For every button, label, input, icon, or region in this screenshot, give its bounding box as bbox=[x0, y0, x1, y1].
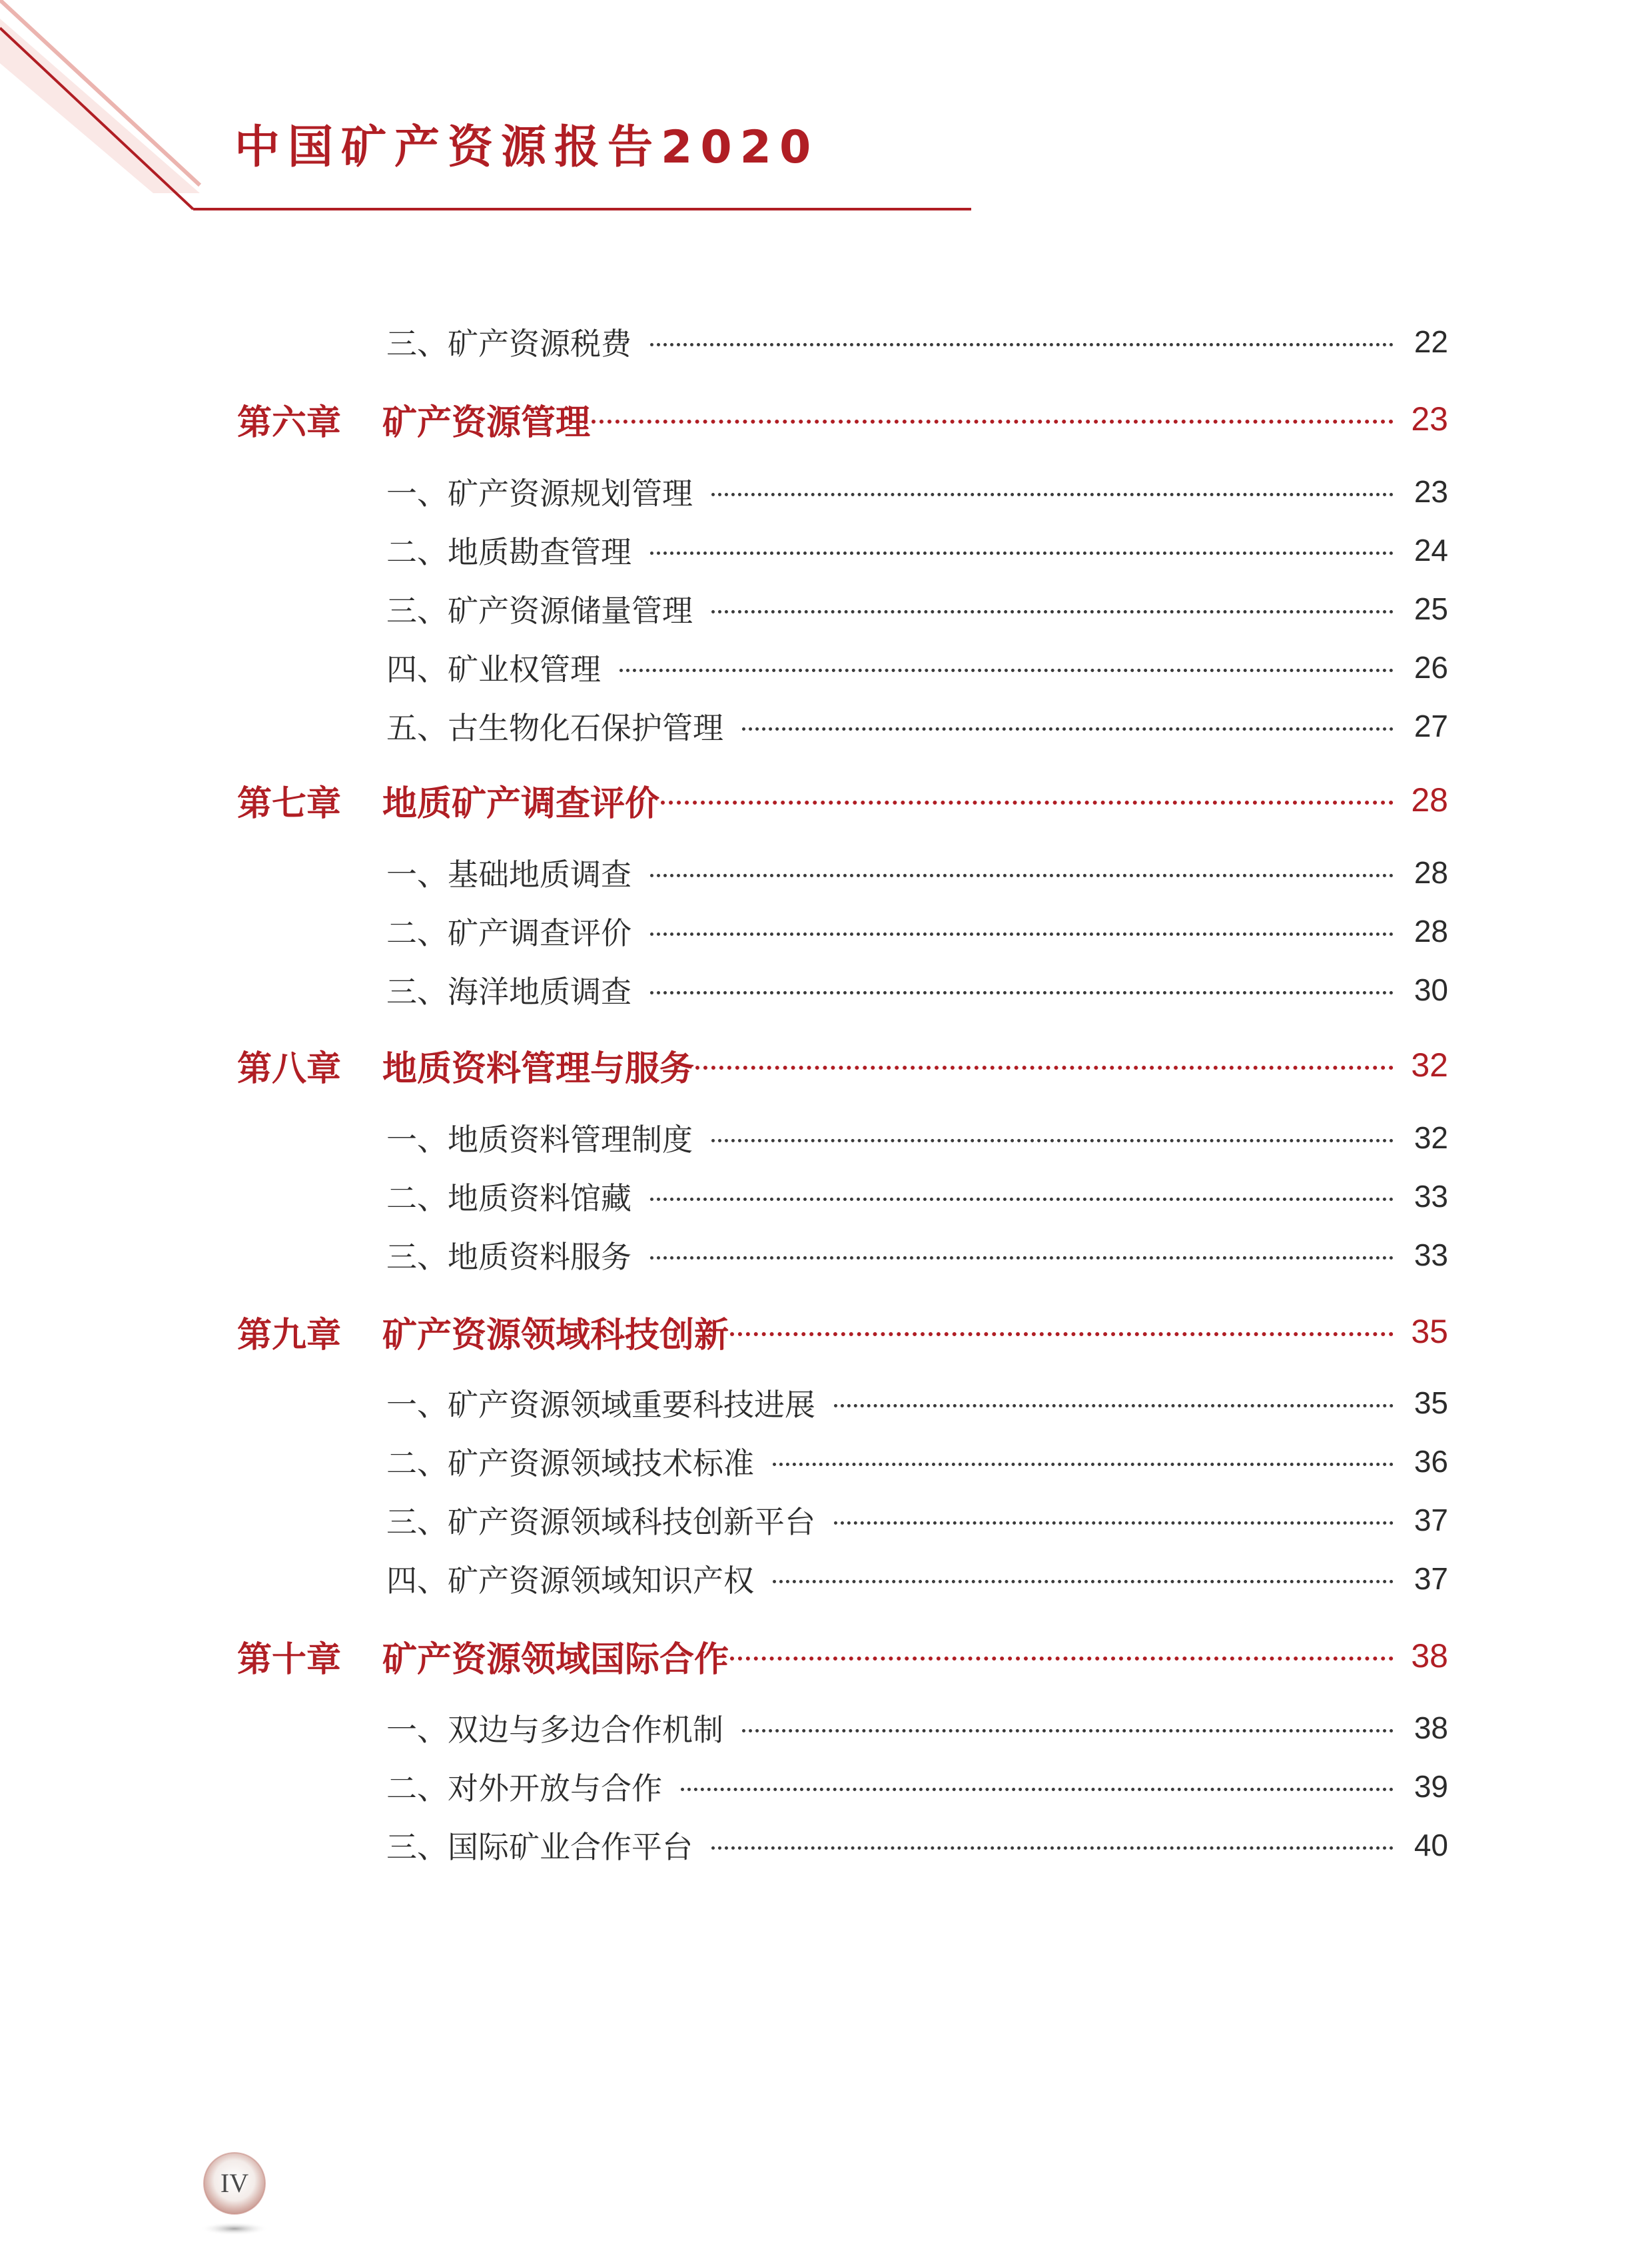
report-title: 中国矿产资源报告2020 bbox=[234, 121, 819, 174]
toc-section-title: 一、双边与多边合作机制 bbox=[386, 1712, 723, 1748]
chapter-number: 第七章 bbox=[237, 783, 342, 824]
dot-leader bbox=[620, 669, 1394, 672]
toc-page-number: 23 bbox=[1414, 474, 1448, 509]
toc-chapter-row[interactable] bbox=[237, 1629, 1448, 1682]
toc-section-title: 四、矿业权管理 bbox=[386, 651, 601, 687]
dot-leader bbox=[711, 493, 1394, 496]
dot-leader bbox=[695, 1066, 1394, 1070]
toc-section-title: 一、矿产资源规划管理 bbox=[386, 476, 693, 512]
toc-section-title: 三、海洋地质调查 bbox=[386, 974, 631, 1010]
toc-section-title: 二、对外开放与合作 bbox=[386, 1770, 662, 1806]
toc-section-title: 五、古生物化石保护管理 bbox=[386, 710, 723, 746]
toc-section-row[interactable] bbox=[386, 966, 1448, 1013]
page-number-label: IV bbox=[220, 2168, 249, 2198]
chapter-number: 第十章 bbox=[237, 1639, 342, 1680]
toc-page-number: 33 bbox=[1414, 1238, 1448, 1272]
chapter-number: 第八章 bbox=[237, 1048, 342, 1089]
toc-section-title: 三、矿产资源税费 bbox=[386, 326, 631, 362]
chapter-page-number: 28 bbox=[1411, 781, 1448, 819]
dot-leader bbox=[650, 1198, 1394, 1201]
toc-section-title: 三、矿产资源储量管理 bbox=[386, 593, 693, 629]
chapter-title: 地质矿产调查评价 bbox=[382, 783, 660, 824]
dot-leader bbox=[650, 552, 1394, 555]
dot-leader bbox=[834, 1521, 1394, 1525]
dot-leader bbox=[681, 1788, 1394, 1791]
dot-leader bbox=[661, 801, 1394, 805]
toc-page-number: 26 bbox=[1414, 650, 1448, 685]
toc-section-title: 一、地质资料管理制度 bbox=[386, 1122, 693, 1158]
chapter-title: 矿产资源领域科技创新 bbox=[382, 1315, 729, 1355]
toc-page-number: 40 bbox=[1414, 1828, 1448, 1862]
toc-chapter-row[interactable] bbox=[237, 1305, 1448, 1358]
toc-section-row[interactable] bbox=[386, 908, 1448, 954]
toc-section-row[interactable] bbox=[386, 527, 1448, 573]
toc-section-title: 三、矿产资源领域科技创新平台 bbox=[386, 1504, 815, 1540]
dot-leader bbox=[711, 1139, 1394, 1142]
toc-section-title: 三、国际矿业合作平台 bbox=[386, 1829, 693, 1865]
toc-section-title: 二、矿产调查评价 bbox=[386, 915, 631, 951]
toc-page-number: 37 bbox=[1414, 1503, 1448, 1537]
toc-page-number: 35 bbox=[1414, 1385, 1448, 1420]
toc-section-title: 四、矿产资源领域知识产权 bbox=[386, 1563, 754, 1599]
toc-page-number: 25 bbox=[1414, 591, 1448, 626]
toc-section-row[interactable] bbox=[386, 1763, 1448, 1810]
dot-leader bbox=[742, 1729, 1394, 1732]
toc-chapter-row[interactable] bbox=[237, 392, 1448, 446]
chapter-page-number: 32 bbox=[1411, 1046, 1448, 1084]
toc-section-row[interactable] bbox=[386, 1822, 1448, 1868]
dot-leader bbox=[650, 874, 1394, 877]
toc-page-number: 28 bbox=[1414, 855, 1448, 890]
toc-page-number: 38 bbox=[1414, 1710, 1448, 1745]
toc-section-title: 一、矿产资源领域重要科技进展 bbox=[386, 1387, 815, 1423]
toc-section-title: 二、矿产资源领域技术标准 bbox=[386, 1445, 754, 1481]
chapter-title: 矿产资源管理 bbox=[382, 402, 591, 443]
chapter-number: 第六章 bbox=[237, 402, 342, 443]
toc-page-number: 27 bbox=[1414, 709, 1448, 743]
toc-section-row[interactable] bbox=[386, 1438, 1448, 1485]
toc-section-row[interactable] bbox=[386, 1555, 1448, 1602]
toc-section-row[interactable] bbox=[386, 1497, 1448, 1543]
toc-page-number: 36 bbox=[1414, 1444, 1448, 1479]
toc-section-row[interactable] bbox=[386, 1173, 1448, 1220]
toc-section-row[interactable] bbox=[386, 318, 1448, 365]
toc-section-row[interactable] bbox=[386, 468, 1448, 515]
toc-page-number: 24 bbox=[1414, 533, 1448, 567]
toc-section-row[interactable] bbox=[386, 644, 1448, 691]
chapter-title: 地质资料管理与服务 bbox=[382, 1048, 695, 1089]
dot-leader bbox=[592, 420, 1394, 424]
chapter-number: 第九章 bbox=[237, 1315, 342, 1355]
dot-leader bbox=[650, 991, 1394, 994]
dot-leader bbox=[730, 1657, 1394, 1661]
toc-section-row[interactable] bbox=[386, 585, 1448, 632]
chapter-page-number: 35 bbox=[1411, 1313, 1448, 1350]
header-decoration bbox=[0, 0, 1652, 220]
toc-section-title: 二、地质勘查管理 bbox=[386, 534, 631, 570]
chapter-page-number: 38 bbox=[1411, 1637, 1448, 1675]
chapter-page-number: 23 bbox=[1411, 400, 1448, 438]
dot-leader bbox=[711, 610, 1394, 613]
dot-leader bbox=[650, 343, 1394, 346]
toc-page-number: 33 bbox=[1414, 1179, 1448, 1214]
toc-section-title: 三、地质资料服务 bbox=[386, 1239, 631, 1275]
toc-page-number: 28 bbox=[1414, 914, 1448, 948]
dot-leader bbox=[773, 1580, 1394, 1583]
toc-page-number: 30 bbox=[1414, 972, 1448, 1007]
dot-leader bbox=[834, 1404, 1394, 1407]
toc-page-number: 37 bbox=[1414, 1561, 1448, 1596]
toc-section-row[interactable] bbox=[386, 1232, 1448, 1278]
chapter-title: 矿产资源领域国际合作 bbox=[382, 1639, 729, 1680]
toc-section-row[interactable] bbox=[386, 1114, 1448, 1161]
dot-leader bbox=[650, 1256, 1394, 1260]
toc-page-number: 22 bbox=[1414, 324, 1448, 359]
toc-page-number: 39 bbox=[1414, 1769, 1448, 1804]
toc-chapter-row[interactable] bbox=[237, 773, 1448, 827]
dot-leader bbox=[711, 1846, 1394, 1850]
dot-leader bbox=[742, 727, 1394, 731]
dot-leader bbox=[730, 1332, 1394, 1336]
toc-chapter-row[interactable] bbox=[237, 1038, 1448, 1092]
page-number-badge bbox=[195, 2150, 274, 2239]
toc-section-row[interactable] bbox=[386, 703, 1448, 749]
toc-section-row[interactable] bbox=[386, 849, 1448, 896]
toc-section-row[interactable] bbox=[386, 1379, 1448, 1426]
dot-leader bbox=[650, 933, 1394, 936]
toc-section-title: 二、地质资料馆藏 bbox=[386, 1180, 631, 1216]
toc-section-row[interactable] bbox=[386, 1704, 1448, 1751]
toc-page-number: 32 bbox=[1414, 1120, 1448, 1155]
dot-leader bbox=[773, 1463, 1394, 1466]
toc-section-title: 一、基础地质调查 bbox=[386, 857, 631, 893]
